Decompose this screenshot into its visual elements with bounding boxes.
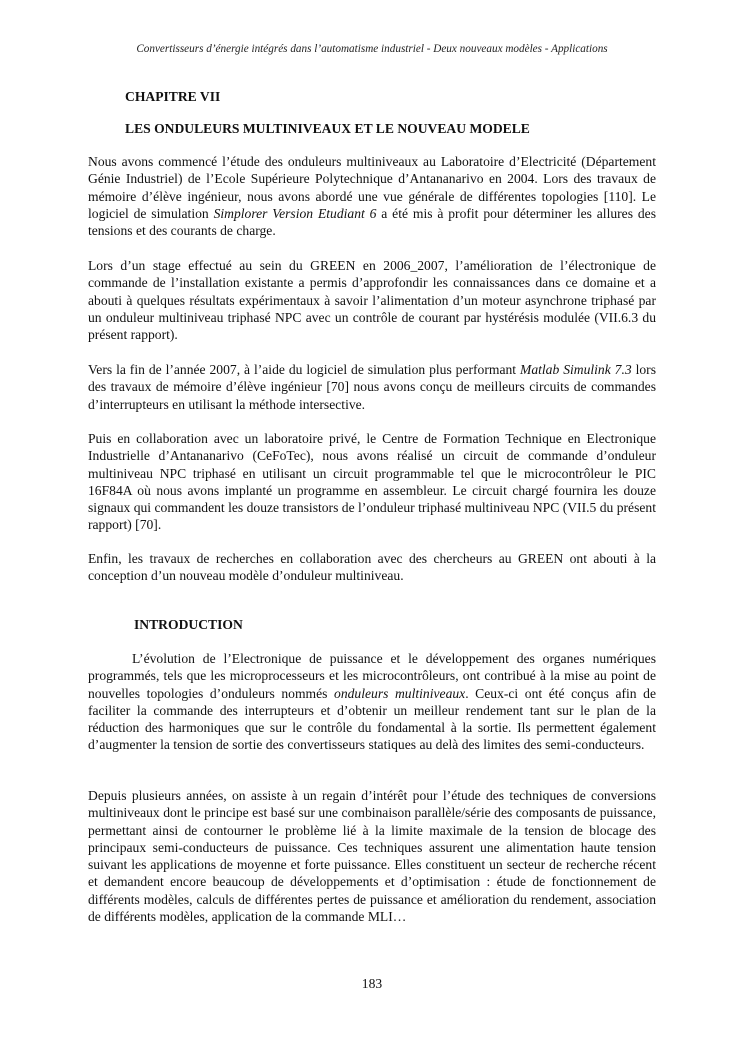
- software-name-simplorer: Simplorer Version Etudiant 6: [213, 205, 377, 221]
- paragraph-history-2004: Nous avons commencé l’étude des onduleurs multiniveaux au Laboratoire d’Electricité (Département Génie Industriel) de l’Ecole Supérieure Polytechnique d’Antananarivo en 2004. Lors des travaux de mémoire d’élève ingénieur, nous avons abordé une vue générale de différentes topologies [110]. Le logiciel de simulation Simplorer Version Etudiant 6 a été mis à profit pour déterminer les allures des tensions et des courants de charge.: [88, 154, 656, 239]
- software-name-matlab: Matlab Simulink 7.3: [520, 362, 632, 377]
- chapter-number: CHAPITRE VII: [125, 89, 221, 104]
- introduction-heading: INTRODUCTION: [134, 617, 243, 632]
- paragraph-new-model: Enfin, les travaux de recherches en collaboration avec des chercheurs au GREEN ont abouti à la conception d’un nouveau modèle d’onduleur multiniveau.: [88, 551, 656, 584]
- paragraph-matlab-2007: Vers la fin de l’année 2007, à l’aide du logiciel de simulation plus performant Matlab Simulink 7.3 lors des travaux de mémoire d’élève ingénieur [70] nous avons conçu de meilleurs circuits de commandes d’interrupteurs en utilisant la méthode intersective.: [88, 362, 656, 412]
- paragraph-introduction-techniques: Depuis plusieurs années, on assiste à un regain d’intérêt pour l’étude des techniques de conversions multiniveaux dont le principe est basé sur une combinaison parallèle/série des composants de puissance, permettant ainsi de contourner le problème lié à la limite maximale de la tension de blocage des principaux semi-conducteurs de puissance. Ces techniques assurent une alimentation haute tension suivant les applications de moyenne et forte puissance. Elles constituent un secteur de recherche récent et demandent encore beaucoup de développements et d’optimisation : étude de fonctionnement de différents modèles, calculs de différentes pertes de puissance et amélioration du rendement, association de différents modèles, application de la commande MLI…: [88, 788, 656, 925]
- paragraph-cefotec-collaboration: Puis en collaboration avec un laboratoire privé, le Centre de Formation Technique en Electronique Industrielle d’Antananarivo (CeFoTec), nous avons réalisé un circuit de commande d’onduleur multiniveau NPC triphasé en utilisant un circuit programmable tel que le microcontrôleur le PIC 16F84A où nous avons implanté un programme en assembleur. Le circuit chargé fournira les douze signaux qui commandent les douze transistors de l’onduleur triphasé multiniveau NPC (VII.5 du présent rapport) [70].: [88, 431, 656, 533]
- paragraph-green-internship: Lors d’un stage effectué au sein du GREEN en 2006_2007, l’amélioration de l’électronique de commande de l’installation existante a permis d’approfondir les connaissances dans ce domaine et a abouti à quelques résultats expérimentaux à savoir l’alimentation d’un moteur asynchrone triphasé par un onduleur multiniveau triphasé NPC avec un contrôle de courant par hystérésis modulée (VII.6.3 du présent rapport).: [88, 258, 656, 343]
- chapter-title: LES ONDULEURS MULTINIVEAUX ET LE NOUVEAU MODELE: [125, 121, 530, 136]
- page-number: 183: [361, 976, 383, 991]
- running-header: Convertisseurs d’énergie intégrés dans l’automatisme industriel - Deux nouveaux modèles - Applications: [136, 43, 608, 55]
- paragraph-introduction-evolution: L’évolution de l’Electronique de puissance et le développement des organes numériques programmés, tels que les microprocesseurs et les microcontrôleurs, ont contribué à la mise au point de nouvelles topologies d’onduleurs nommés onduleurs multiniveaux. Ceux-ci ont été conçus afin de faciliter la commande des interrupteurs et d’obtenir un meilleur rendement tant sur le plan de la réduction des harmoniques que sur le contrôle du fondamental à la sortie. Ils permettent également d’augmenter la tension de sortie des convertisseurs statiques au delà des limites des semi-conducteurs.: [88, 651, 656, 753]
- term-onduleurs-multiniveaux: onduleurs multiniveaux: [334, 685, 466, 701]
